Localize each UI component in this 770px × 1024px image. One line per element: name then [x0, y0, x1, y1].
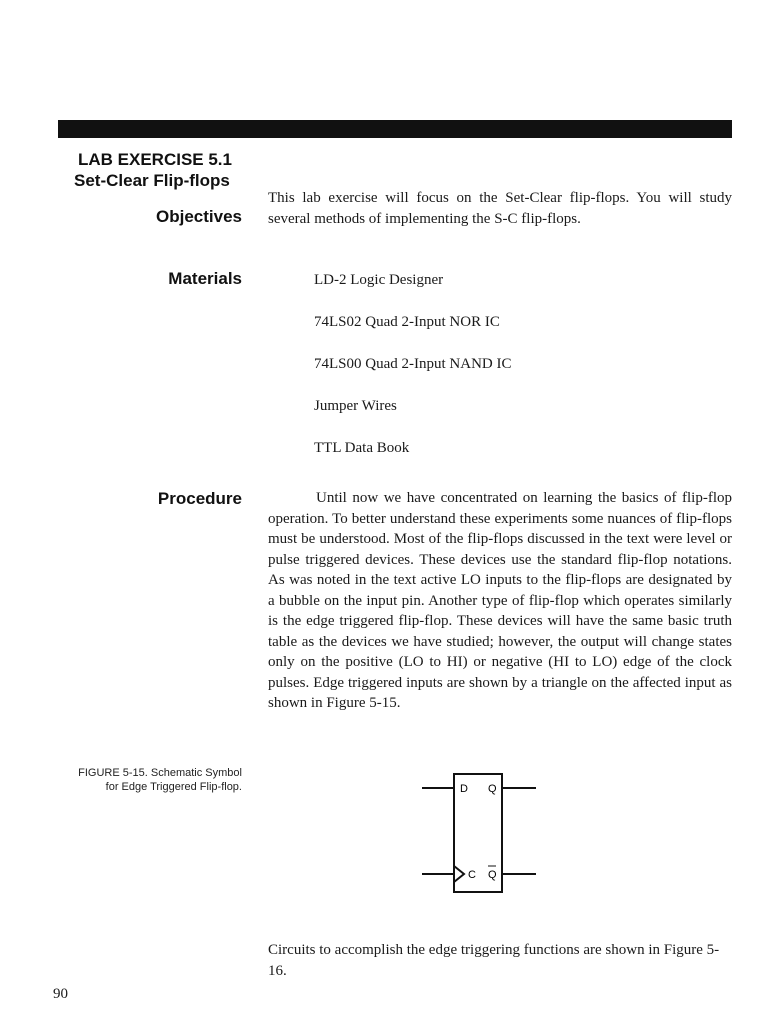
pin-q-label: Q	[488, 783, 497, 795]
pin-qbar-label: Q	[488, 869, 497, 881]
objectives-text: This lab exercise will focus on the Set-Clear flip-flops. You will study several methods of implementing the S-C flip-flops.	[268, 190, 732, 227]
procedure-paragraph	[268, 488, 732, 714]
materials-item: LD-2 Logic Designer	[314, 272, 444, 288]
pin-c-label: C	[468, 869, 476, 881]
edge-trigger-triangle	[454, 866, 464, 882]
materials-item: Jumper Wires	[314, 398, 397, 414]
materials-item: 74LS00 Quad 2-Input NAND IC	[314, 356, 512, 372]
exercise-subtitle: Set-Clear Flip-flops	[74, 171, 230, 190]
closing-text: Circuits to accomplish the edge triggering functions are shown in Figure 5-16.	[268, 942, 720, 979]
page-number: 90	[53, 986, 68, 1002]
materials-list	[314, 270, 511, 480]
objectives-heading: Objectives	[156, 207, 242, 226]
materials-heading: Materials	[168, 269, 242, 288]
header-bar	[58, 120, 732, 138]
flip-flop-schematic	[420, 768, 540, 898]
materials-item: 74LS02 Quad 2-Input NOR IC	[314, 314, 500, 330]
figure-caption: FIGURE 5-15. Schematic Symbol for Edge Triggered Flip-flop.	[78, 767, 242, 793]
pin-d-label: D	[460, 783, 468, 795]
exercise-title: LAB EXERCISE 5.1	[78, 150, 232, 169]
procedure-heading: Procedure	[157, 489, 242, 508]
materials-item: TTL Data Book	[314, 440, 410, 456]
procedure-text: Until now we have concentrated on learning the basics of flip-flop operation. To better understand these experiments some nuances of flip-flops must be understood. Most of the flip-flops discussed in the text were level or pulse triggered devices. These devices use the standard flip-flop notations. As was noted in the text active LO inputs to the flip-flops are designated by a bubble on the input pin. Another type of flip-flop which operates similarly is the edge triggered flip-flop. These devices will have the same basic truth table as the devices we have studied; however, the output will change states only on the positive (LO to HI) or negative (HI to LO) edge of the clock pulses. Edge triggered inputs are shown by a triangle on the affected input as shown in Figure 5-15.	[268, 490, 732, 711]
